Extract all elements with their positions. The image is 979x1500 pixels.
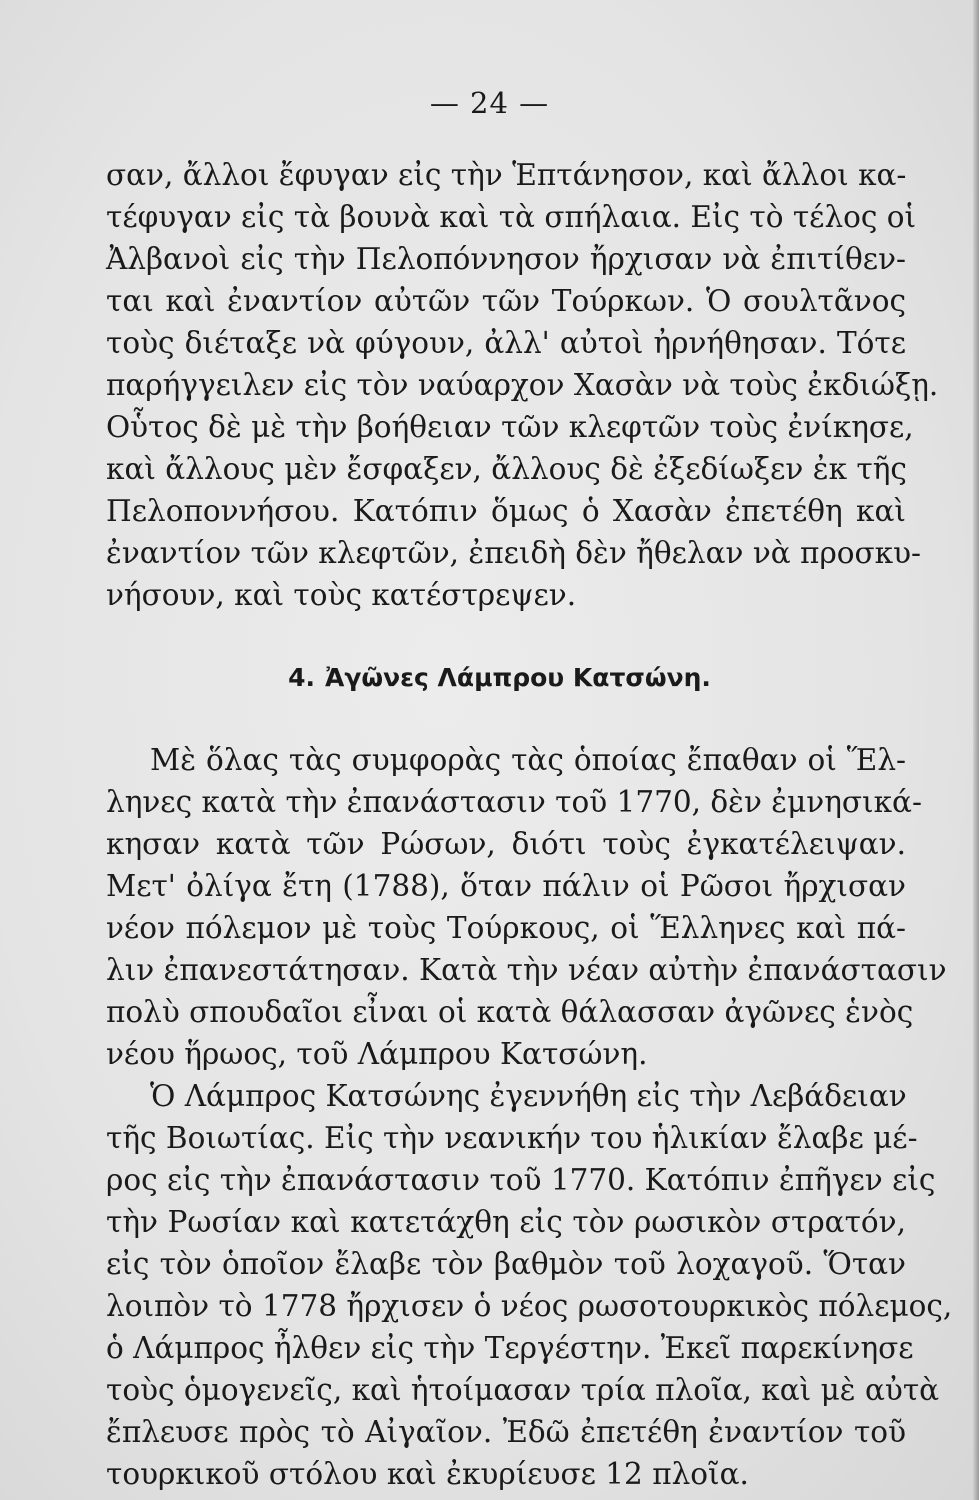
- text-line: τὴν Ρωσίαν καὶ κατετάχθη εἰς τὸν ρωσικὸν στρατόν,: [106, 1205, 906, 1239]
- text-line: σαν, ἄλλοι ἔφυγαν εἰς τὴν Ἑπτάνησον, καὶ ἄλλοι κα-: [106, 158, 907, 192]
- text-line: κησαν κατὰ τῶν Ρώσων, διότι τοὺς ἐγκατέλειψαν.: [106, 827, 906, 861]
- text-line: νήσουν, καὶ τοὺς κατέστρεψεν.: [106, 578, 577, 612]
- text-line: τουρκικοῦ στόλου καὶ ἐκυρίευσε 12 πλοῖα.: [106, 1457, 749, 1491]
- text-line: τοὺς διέταξε νὰ φύγουν, ἀλλ' αὐτοὶ ἠρνήθησαν. Τότε: [106, 326, 906, 360]
- text-line: Ἀλβανοὶ εἰς τὴν Πελοπόννησον ἤρχισαν νὰ ἐπιτίθεν-: [106, 242, 906, 276]
- text-line: ἔπλευσε πρὸς τὸ Αἰγαῖον. Ἐδῶ ἐπετέθη ἐναντίον τοῦ: [106, 1415, 906, 1449]
- section-title: Ἀγῶνες Λάμπρου Κατσώνη.: [324, 663, 711, 692]
- text-line: ρος εἰς τὴν ἐπανάστασιν τοῦ 1770. Κατόπιν ἐπῆγεν εἰς: [106, 1163, 936, 1197]
- text-line: λιν ἐπανεστάτησαν. Κατὰ τὴν νέαν αὐτὴν ἐπανάστασιν: [106, 953, 947, 987]
- section-heading: [0, 660, 979, 696]
- page-number: — 24 —: [429, 86, 550, 120]
- text-line: ται καὶ ἐναντίον αὐτῶν τῶν Τούρκων. Ὁ σουλτᾶνος: [106, 284, 906, 318]
- text-line: νέου ἥρωος, τοῦ Λάμπρου Κατσώνη.: [106, 1037, 648, 1071]
- text-line: Ὁ Λάμπρος Κατσώνης ἐγεννήθη εἰς τὴν Λεβάδειαν: [150, 1079, 907, 1113]
- text-line: Πελοποννήσου. Κατόπιν ὅμως ὁ Χασὰν ἐπετέθη καὶ: [106, 494, 906, 528]
- text-line: ὁ Λάμπρος ἦλθεν εἰς τὴν Τεργέστην. Ἐκεῖ παρεκίνησε: [106, 1331, 914, 1365]
- text-line: τῆς Βοιωτίας. Εἰς τὴν νεανικήν του ἡλικίαν ἔλαβε μέ-: [106, 1121, 918, 1155]
- text-line: λοιπὸν τὸ 1778 ἤρχισεν ὁ νέος ρωσοτουρκικὸς πόλεμος,: [106, 1289, 953, 1323]
- text-line: εἰς τὸν ὁποῖον ἔλαβε τὸν βαθμὸν τοῦ λοχαγοῦ. Ὅταν: [106, 1247, 906, 1281]
- text-line: τέφυγαν εἰς τὰ βουνὰ καὶ τὰ σπήλαια. Εἰς τὸ τέλος οἱ: [106, 200, 917, 234]
- text-line: πολὺ σπουδαῖοι εἶναι οἱ κατὰ θάλασσαν ἀγῶνες ἑνὸς: [106, 995, 914, 1029]
- text-line: Μὲ ὅλας τὰς συμφορὰς τὰς ὁποίας ἔπαθαν οἱ Ἕλ-: [150, 743, 906, 777]
- text-line: Οὗτος δὲ μὲ τὴν βοήθειαν τῶν κλεφτῶν τοὺς ἐνίκησε,: [106, 410, 914, 444]
- text-line: ληνες κατὰ τὴν ἐπανάστασιν τοῦ 1770, δὲν ἐμνησικά-: [106, 785, 922, 819]
- text-line: καὶ ἄλλους μὲν ἔσφαξεν, ἄλλους δὲ ἐξεδίωξεν ἐκ τῆς: [106, 452, 907, 486]
- text-line: παρήγγειλεν εἰς τὸν ναύαρχον Χασὰν νὰ τοὺς ἐκδιώξῃ.: [106, 368, 939, 402]
- text-line: Μετ' ὀλίγα ἔτη (1788), ὅταν πάλιν οἱ Ρῶσοι ἤρχισαν: [106, 869, 906, 903]
- page-edge-shadow: [973, 0, 979, 1500]
- text-line: ἐναντίον τῶν κλεφτῶν, ἐπειδὴ δὲν ἤθελαν νὰ προσκυ-: [106, 536, 922, 570]
- text-line: τοὺς ὁμογενεῖς, καὶ ἡτοίμασαν τρία πλοῖα, καὶ μὲ αὐτὰ: [106, 1373, 940, 1407]
- text-line: νέον πόλεμον μὲ τοὺς Τούρκους, οἱ Ἕλληνες καὶ πά-: [106, 911, 906, 945]
- section-number: 4.: [288, 663, 315, 692]
